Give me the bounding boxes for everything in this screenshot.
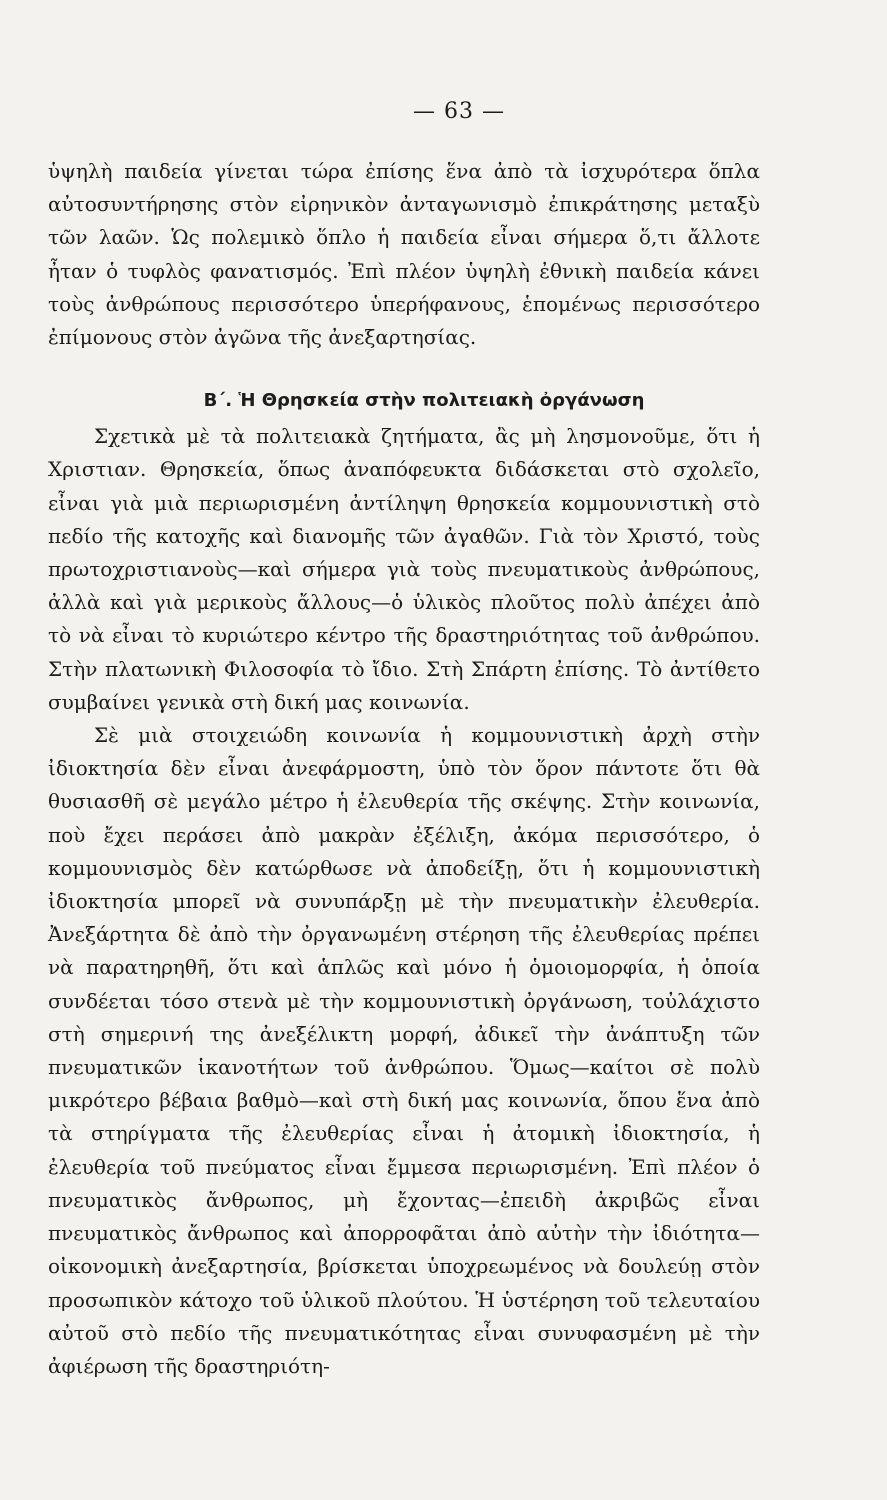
paragraph-communism-property: Σὲ μιὰ στοιχειώδη κοινωνία ἡ κομμουνιστικὴ ἀρχὴ στὴν ἰδιοκτησία δὲν εἶναι ἀνεφάρμοστη, ὑπὸ τὸν ὅρον πάντοτε ὅτι θὰ θυσιασθῆ σὲ μεγάλο μέτρο ἡ ἐλευθερία τῆς σκέψης. Στὴν κοινωνία, ποὺ ἔχει περάσει ἀπὸ μακρὰν ἐξέλιξη, ἀκόμα περισσότερο, ὁ κομμουνισμὸς δὲν κατώρθωσε νὰ ἀποδείξῃ, ὅτι ἡ κομμουνιστικὴ ἰδιοκτησία μπορεῖ νὰ συνυπάρξῃ μὲ τὴν πνευματικὴν ἐλευθερία. Ἀνεξάρτητα δὲ ἀπὸ τὴν ὀργανωμένη στέρηση τῆς ἐλευθερίας πρέπει νὰ παρατηρηθῆ, ὅτι καὶ ἁπλῶς καὶ μόνο ἡ ὁμοιομορφία, ἡ ὁποία συνδέεται τόσο στενὰ μὲ τὴν κομμουνιστικὴ ὀργάνωση, τοὐλάχιστο στὴ σημερινή της ἀνεξέλικτη μορφή, ἀδικεῖ τὴν ἀνάπτυξη τῶν πνευματικῶν ἱκανοτήτων τοῦ ἀνθρώπου. Ὅμως—καίτοι σὲ πολὺ μικρότερο βέβαια βαθμὸ—καὶ στὴ δική μας κοινωνία, ὅπου ἕνα ἀπὸ τὰ στηρίγματα τῆς ἐλευθερίας εἶναι ἡ ἀτομικὴ ἰδιοκτησία, ἡ ἐλευθερία τοῦ πνεύματος εἶναι ἔμμεσα περιωρισμένη. Ἐπὶ πλέον ὁ πνευματικὸς ἄνθρωπος, μὴ ἔχοντας—ἐπειδὴ ἀκριβῶς εἶναι πνευματικὸς ἄνθρωπος καὶ ἀπορροφᾶται ἀπὸ αὐτὴν τὴν ἰδιότητα—οἰκονομικὴ ἀνεξαρτησία, βρίσκεται ὑποχρεωμένος νὰ δουλεύῃ στὸν προσωπικὸν κάτοχο τοῦ ὑλικοῦ πλούτου. Ἡ ὑστέρηση τοῦ τελευταίου αὐτοῦ στὸ πεδίο τῆς πνευματικότητας εἶναι συνυφασμένη μὲ τὴν ἀφιέρωση τῆς δραστηριότη- <box>48 723 760 1378</box>
page-number: — 63 — <box>413 99 505 124</box>
paragraph-continuation: ὑψηλὴ παιδεία γίνεται τώρα ἐπίσης ἕνα ἀπὸ τὰ ἰσχυρότερα ὅπλα αὐτοσυντήρησης στὸν εἰρηνικὸν ἀνταγωνισμὸ ἐπικράτησης μεταξὺ τῶν λαῶν. Ὡς πολεμικὸ ὅπλο ἡ παιδεία εἶναι σήμερα ὅ,τι ἄλλοτε ἦταν ὁ τυφλὸς φανατισμός. Ἐπὶ πλέον ὑψηλὴ ἐθνικὴ παιδεία κάνει τοὺς ἀνθρώπους περισσότερο ὑπερήφανους, ἑπομένως περισσότερο ἐπίμονους στὸν ἀγῶνα τῆς ἀνεξαρτησίας. <box>48 159 760 350</box>
paragraph-religion-politics: Σχετικὰ μὲ τὰ πολιτειακὰ ζητήματα, ἂς μὴ λησμονοῦμε, ὅτι ἡ Χριστιαν. Θρησκεία, ὅπως ἀναπόφευκτα διδάσκεται στὸ σχολεῖο, εἶναι γιὰ μιὰ περιωρισμένη ἀντίληψη θρησκεία κομμουνιστικὴ στὸ πεδίο τῆς κατοχῆς καὶ διανομῆς τῶν ἀγαθῶν. Γιὰ τὸν Χριστό, τοὺς πρωτοχριστιανοὺς—καὶ σήμερα γιὰ τοὺς πνευματικοὺς ἀνθρώπους, ἀλλὰ καὶ γιὰ μερικοὺς ἄλλους—ὁ ὑλικὸς πλοῦτος πολὺ ἀπέχει ἀπὸ τὸ νὰ εἶναι τὸ κυριώτερο κέντρο τῆς δραστηριότητας τοῦ ἀνθρώπου. Στὴν πλατωνικὴ Φιλοσοφία τὸ ἴδιο. Στὴ Σπάρτη ἐπίσης. Τὸ ἀντίθετο συμβαίνει γενικὰ στὴ δική μας κοινωνία. <box>48 424 760 714</box>
section-heading: Β΄. Ἡ Θρησκεία στὴν πολιτειακὴ ὀργάνωση <box>203 390 645 412</box>
document-page <box>48 98 760 1383</box>
